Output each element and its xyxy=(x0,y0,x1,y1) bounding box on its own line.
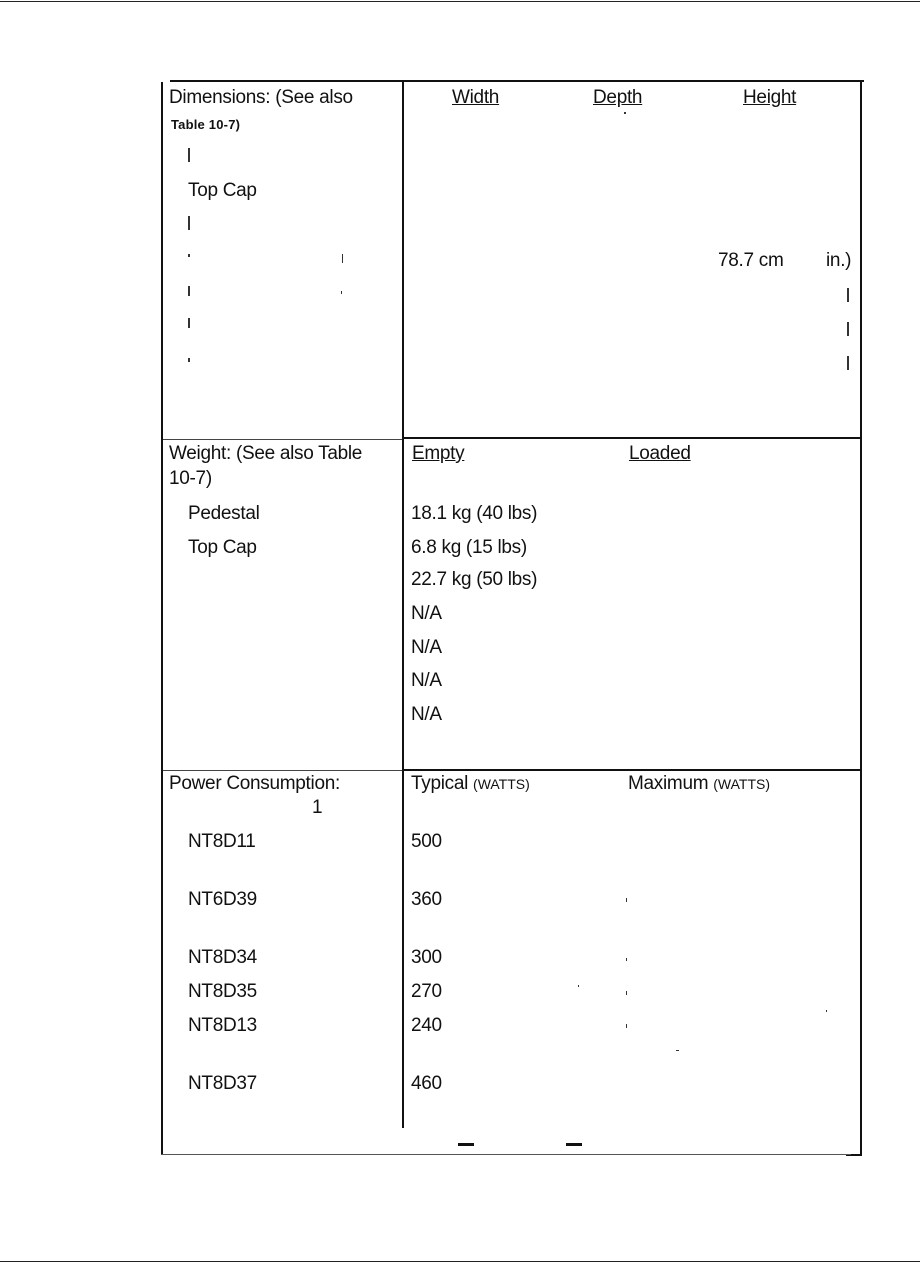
row-divider-weight-left xyxy=(163,439,402,440)
weight-row-name: Top Cap xyxy=(188,537,257,558)
scan-mark xyxy=(341,291,342,294)
weight-row-empty: N/A xyxy=(411,704,442,725)
scan-mark xyxy=(188,254,190,257)
power-header-maximum xyxy=(628,773,770,795)
dimensions-label-ref: Table 10-7) xyxy=(171,117,241,132)
dimensions-header-depth: Depth xyxy=(593,87,643,108)
power-row-code: NT6D39 xyxy=(188,889,257,910)
power-row-typical: 460 xyxy=(411,1073,442,1094)
power-label-note: 1 xyxy=(312,797,323,818)
scan-mark xyxy=(676,1050,679,1051)
scan-mark xyxy=(626,1024,627,1028)
weight-row-empty: 6.8 kg (15 lbs) xyxy=(411,537,527,558)
power-header-typical xyxy=(411,773,530,795)
scan-mark xyxy=(626,991,627,995)
power-row-typical: 360 xyxy=(411,889,442,910)
table-border-right xyxy=(860,82,862,1156)
table-border-top xyxy=(170,80,864,82)
dimensions-partial-value: 78.7 cm xyxy=(718,250,784,271)
weight-row-empty: 22.7 kg (50 lbs) xyxy=(411,569,538,590)
scan-mark xyxy=(847,288,849,302)
dimensions-header-height: Height xyxy=(743,87,797,108)
power-row-code: NT8D35 xyxy=(188,981,257,1002)
scan-mark xyxy=(188,318,190,328)
scan-mark xyxy=(626,958,627,961)
power-header-typical-unit: (WATTS) xyxy=(473,776,530,792)
scan-mark xyxy=(188,358,190,362)
scan-mark xyxy=(847,322,849,336)
scan-mark xyxy=(188,216,190,230)
scan-mark xyxy=(826,1010,827,1012)
power-row-typical: 240 xyxy=(411,1015,442,1036)
page-top-rule xyxy=(0,1,920,2)
power-row-code: NT8D37 xyxy=(188,1073,257,1094)
weight-row-empty: 18.1 kg (40 lbs) xyxy=(411,503,538,524)
dimensions-partial-unit: in.) xyxy=(826,250,852,271)
power-label: Power Consumption: xyxy=(169,773,340,794)
weight-label-ref: 10-7) xyxy=(169,468,212,489)
dimensions-label: Dimensions: (See also xyxy=(169,87,353,108)
power-row-typical: 500 xyxy=(411,831,442,852)
weight-row-empty: N/A xyxy=(411,603,442,624)
scan-mark xyxy=(342,254,343,263)
scan-mark xyxy=(847,356,849,370)
scan-mark xyxy=(578,985,579,987)
power-row-typical: 300 xyxy=(411,947,442,968)
power-header-maximum-text: Maximum xyxy=(628,773,709,794)
power-row-code: NT8D11 xyxy=(188,831,256,852)
scan-mark xyxy=(188,286,190,296)
power-header-maximum-unit: (WATTS) xyxy=(713,776,770,792)
power-row-code: NT8D13 xyxy=(188,1015,257,1036)
table-border-bottom xyxy=(161,1154,851,1155)
weight-row-empty: N/A xyxy=(411,637,442,658)
dimensions-row-top-cap: Top Cap xyxy=(188,180,257,201)
scan-mark xyxy=(626,898,627,902)
page-bottom-rule xyxy=(0,1261,920,1262)
scan-dash xyxy=(566,1143,582,1146)
row-divider-weight xyxy=(402,437,862,439)
power-header-typical-text: Typical xyxy=(411,773,469,794)
weight-header-empty: Empty xyxy=(412,443,465,464)
power-row-code: NT8D34 xyxy=(188,947,257,968)
power-row-typical: 270 xyxy=(411,981,442,1002)
weight-row-empty: N/A xyxy=(411,670,442,691)
column-divider xyxy=(402,82,404,1128)
weight-row-name: Pedestal xyxy=(188,503,260,524)
dimensions-header-width: Width xyxy=(452,87,500,108)
weight-label: Weight: (See also Table xyxy=(169,443,363,464)
scan-dash xyxy=(458,1143,474,1146)
row-divider-power-left xyxy=(163,770,402,771)
scan-mark xyxy=(624,112,626,114)
scan-mark xyxy=(188,148,190,162)
table-border-left xyxy=(161,82,163,1155)
row-divider-power xyxy=(402,769,862,771)
weight-header-loaded: Loaded xyxy=(629,443,691,464)
